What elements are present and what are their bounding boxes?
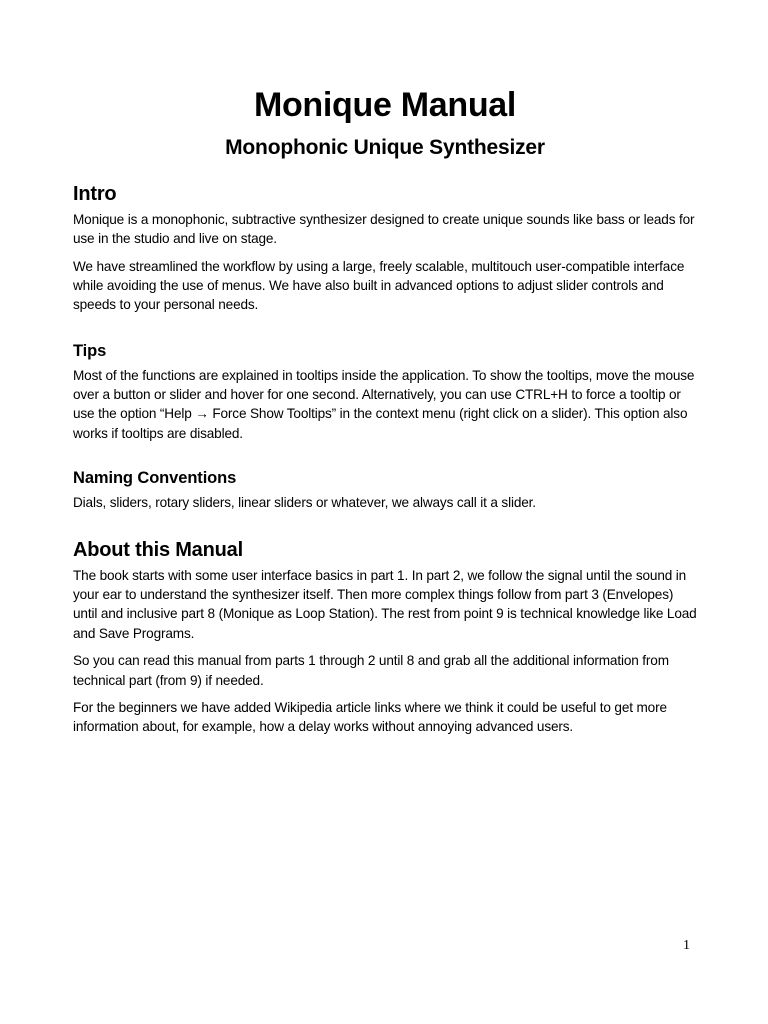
document-title: Monique Manual xyxy=(253,86,517,124)
paragraph: So you can read this manual from parts 1 through 2 until 8 and grab all the additional information from technical part (from 9) if needed. xyxy=(73,653,669,688)
section-heading: Intro xyxy=(73,183,117,205)
document-subtitle: Monophonic Unique Synthesizer xyxy=(225,136,545,159)
section-about-manual xyxy=(73,537,697,745)
section-naming-conventions xyxy=(73,467,697,521)
section-heading: About this Manual xyxy=(73,539,243,561)
subsection-heading: Tips xyxy=(73,342,107,360)
paragraph: Dials, sliders, rotary sliders, linear sliders or whatever, we always call it a slider. xyxy=(73,495,536,510)
section-tips xyxy=(73,340,697,451)
page-number: 1 xyxy=(683,938,690,953)
paragraph: Monique is a monophonic, subtractive synthesizer designed to create unique sounds like bass or leads for use in the studio and live on stage. xyxy=(73,212,695,247)
paragraph: We have streamlined the workflow by using a large, freely scalable, multitouch user-compatible interface while avoiding the use of menus. We have also built in advanced options to adjust slider controls and speeds to your personal needs. xyxy=(73,258,685,313)
subsection-heading: Naming Conventions xyxy=(73,469,237,487)
paragraph: Most of the functions are explained in tooltips inside the application. To show the tooltips, move the mouse over a button or slider and hover for one second. Alternatively, you can use CTRL+H to force a tooltip or use the option “Help → Force Show Tooltips” in the context menu (right click on a slider). This option also works if tooltips are disabled. xyxy=(73,368,695,441)
paragraph: The book starts with some user interface basics in part 1. In part 2, we follow the signal until the sound in your ear to understand the synthesizer itself. Then more complex things follow from part 3 (Envelopes) until and inclusive part 8 (Monique as Loop Station). The rest from point 9 is technical knowledge like Load and Save Programs. xyxy=(73,568,697,641)
section-intro xyxy=(73,181,697,323)
paragraph: For the beginners we have added Wikipedia article links where we think it could be useful to get more information about, for example, how a delay works without annoying advanced users. xyxy=(73,700,667,735)
